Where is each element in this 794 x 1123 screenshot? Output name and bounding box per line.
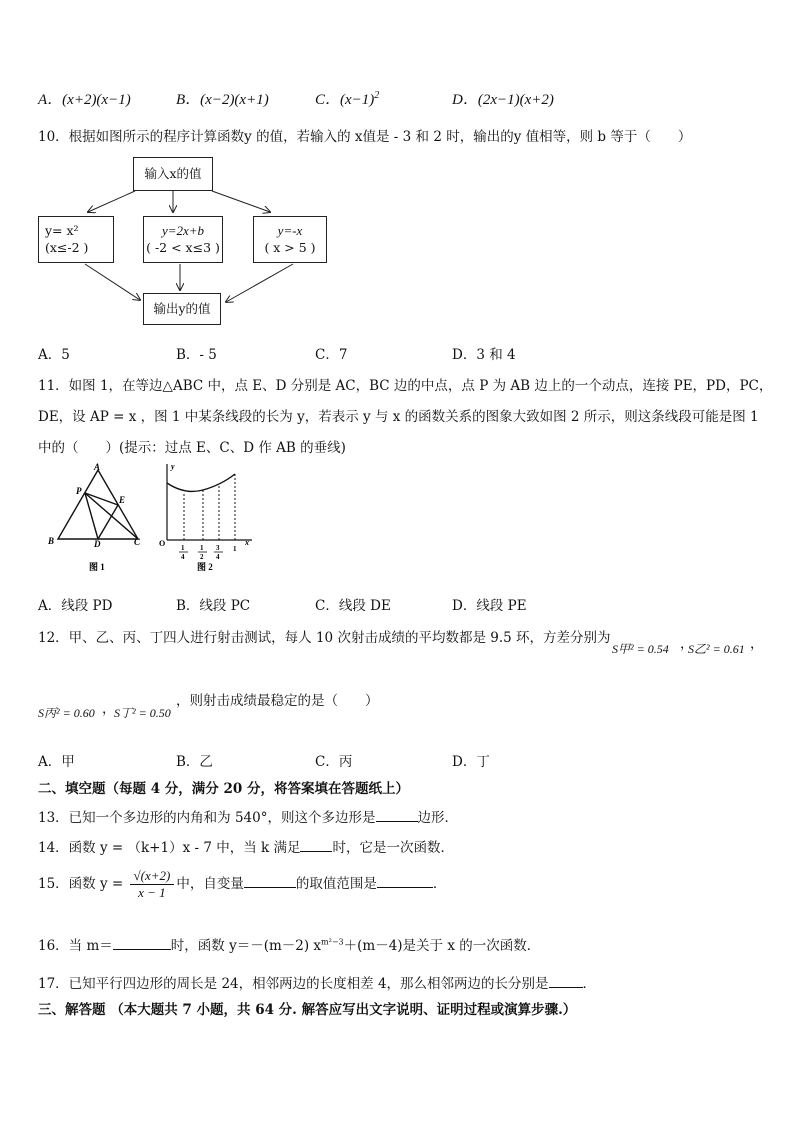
q16-blank — [113, 935, 171, 950]
fig2-t3d: 4 — [216, 553, 220, 561]
flow-box3-condition: ( x > 5 ) — [264, 240, 316, 255]
q15-mid: 中，自变量 — [176, 876, 244, 892]
q15-blank2 — [377, 873, 433, 888]
q10-option-d: D．3 和 4 — [452, 347, 516, 363]
segment-pd — [85, 493, 98, 539]
flow-box1-condition: (x≤-2 ) — [45, 240, 89, 255]
q12-comma1: ， — [680, 636, 694, 652]
flow-box2-formula: y=2x+b — [161, 223, 205, 238]
fig2-t2n: 1 — [200, 544, 204, 552]
q14-pre: 14．函数 y = （k+1）x - 7 中，当 k 满足 — [38, 840, 301, 856]
q17-blank — [549, 973, 583, 988]
q15-numerator: √(x+2) — [130, 868, 175, 885]
q11-figure1 — [58, 470, 138, 539]
fig2-t3n: 3 — [216, 544, 220, 552]
fig2-label-o: O — [159, 539, 166, 548]
q16-exponent: m²−3 — [321, 937, 344, 947]
q17 — [38, 972, 596, 992]
q16-post: ＋(m－4)是关于 x 的一次函数． — [343, 938, 541, 954]
arrow-to-box1 — [88, 191, 135, 212]
q11-option-c: C．线段 DE — [315, 598, 391, 614]
q17-post: ． — [582, 976, 597, 992]
q10-option-c: C．7 — [315, 347, 348, 363]
flow-box1-formula: y= x² — [45, 223, 79, 238]
q11-figures — [35, 460, 285, 575]
fig1-label-d: D — [94, 539, 101, 549]
segment-de — [98, 505, 118, 539]
curve — [167, 474, 235, 491]
flow-box2-condition: ( -2 < x≤3 ) — [146, 240, 220, 255]
q15-denominator: x − 1 — [138, 885, 166, 900]
q11-figure2 — [167, 464, 252, 540]
q13-post: 边形． — [417, 810, 458, 826]
fig2-t4: 1 — [233, 545, 237, 553]
flow-output-box: 输出y的值 — [143, 293, 221, 325]
q9-option-c-exp: 2 — [374, 90, 380, 101]
fig2-label-x: x — [245, 538, 249, 547]
q12-variance-jia: S甲² = 0.54 — [612, 642, 669, 656]
q12-option-c: C．丙 — [315, 754, 353, 770]
fig1-label-e: E — [119, 495, 126, 505]
q12-comma2: ， — [750, 636, 764, 652]
arrow-from-box1 — [85, 264, 140, 300]
fig2-t2d: 2 — [200, 553, 204, 561]
q9-option-d: D．(2x−1)(x+2) — [452, 92, 554, 108]
q11-stem-line2: DE，设 AP = x ，图 1 中某条线段的长为 y，若表示 y 与 x 的函数关系的图象大致如图 2 所示，则这条线段可能是图 1 — [38, 409, 759, 425]
fig2-t1n: 1 — [181, 544, 185, 552]
q9-option-a: A．(x+2)(x−1) — [38, 92, 131, 108]
flow-box3 — [253, 216, 327, 263]
q9-option-c-base: C．(x−1) — [315, 92, 375, 108]
q12-comma3: ， — [102, 701, 116, 717]
flow-box2 — [143, 216, 223, 263]
q12-option-b: B．乙 — [176, 754, 213, 770]
q16-mid: 时，函数 y＝－(m－2) x — [170, 938, 322, 954]
q10-option-a: A．5 — [38, 347, 70, 363]
flow-box3-formula: y=-x — [277, 223, 303, 238]
q14-post: 时，它是一次函数． — [332, 840, 454, 856]
q17-pre: 17．已知平行四边形的周长是 24，相邻两边的长度相差 4，那么相邻两边的长分别是 — [38, 976, 549, 992]
fig1-label-c: C — [134, 537, 141, 547]
q11-option-b: B．线段 PC — [176, 598, 251, 614]
fig1-caption: 图 1 — [89, 562, 105, 572]
fig1-label-p: P — [76, 486, 82, 496]
q12-tail: ，则射击成绩最稳定的是（ ） — [176, 693, 379, 709]
q15-mid2: 的取值范围是 — [295, 876, 377, 892]
flowchart-arrows — [0, 0, 794, 340]
fig1-label-a: A — [94, 462, 101, 472]
q13 — [38, 806, 458, 826]
q10-stem: 10．根据如图所示的程序计算函数y 的值，若输入的 x值是 - 3 和 2 时，输出的y 值相等，则 b 等于（ ） — [38, 129, 692, 145]
q15-fraction — [130, 868, 175, 901]
q14 — [38, 836, 454, 856]
q12-option-a: A．甲 — [38, 754, 75, 770]
q15-blank1 — [244, 873, 296, 888]
q12-variance-ding: S丁² = 0.50 — [114, 706, 171, 720]
q13-pre: 13．已知一个多边形的内角和为 540°，则这个多边形是 — [38, 810, 376, 826]
flow-input-box: 输入x的值 — [133, 157, 213, 191]
q15-pre: 15．函数 y = — [38, 876, 124, 892]
q11-option-d: D．线段 PE — [452, 598, 527, 614]
fig1-label-b: B — [48, 536, 55, 546]
q10-flowchart — [0, 0, 794, 340]
q11-stem-line3: 中的（ ）(提示：过点 E、C、D 作 AB 的垂线) — [38, 440, 346, 456]
q9-option-b: B．(x−2)(x+1) — [176, 92, 269, 108]
fig2-t1d: 4 — [181, 553, 185, 561]
flow-box1 — [38, 216, 114, 263]
q11-option-a: A．线段 PD — [38, 598, 113, 614]
q12-variance-bing: S丙² = 0.60 — [38, 706, 95, 720]
fig2-caption: 图 2 — [197, 562, 213, 572]
q14-blank — [300, 837, 332, 852]
arrow-from-box3 — [226, 264, 293, 302]
q12-stem: 12．甲、乙、丙、丁四人进行射击测试，每人 10 次射击成绩的平均数都是 9.5 环，方差分别为 — [38, 630, 611, 646]
q12-variance-yi: S乙² = 0.61 — [688, 642, 745, 656]
q12-option-d: D．丁 — [452, 754, 490, 770]
q10-option-b: B．- 5 — [176, 347, 217, 363]
q15 — [38, 868, 446, 901]
q16 — [38, 934, 540, 954]
section-2-heading: 二、填空题（每题 4 分，满分 20 分，将答案填在答题纸上） — [38, 781, 409, 797]
q15-post: ． — [432, 876, 447, 892]
fig2-label-y: y — [171, 462, 175, 471]
q16-pre: 16．当 m＝ — [38, 938, 113, 954]
q11-stem-line1: 11．如图 1，在等边△ABC 中，点 E、D 分别是 AC，BC 边的中点，点 P 为 AB 边上的一个动点，连接 PE，PD，PC， — [38, 378, 773, 394]
arrow-to-box3 — [212, 191, 270, 212]
section-3-heading: 三、解答题 （本大题共 7 小题，共 64 分. 解答应写出文字说明、证明过程或演算步骤.） — [38, 1002, 577, 1018]
q13-blank — [376, 807, 418, 822]
